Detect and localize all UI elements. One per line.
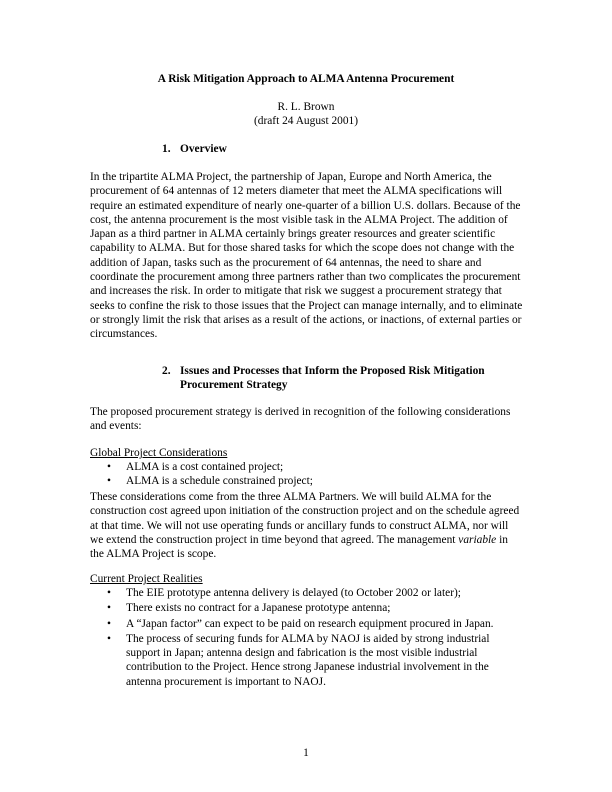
project-realities-list	[90, 586, 524, 689]
considerations-paragraph	[90, 490, 524, 561]
page-number: 1	[303, 747, 309, 759]
list-item-text: ALMA is a cost contained project;	[126, 461, 284, 473]
bullet-icon: •	[107, 461, 111, 473]
list-item-text: ALMA is a schedule constrained project;	[126, 475, 313, 488]
bullet-icon: •	[107, 587, 111, 599]
section-title-line-2: Procurement Strategy	[180, 379, 288, 392]
list-item-text: A “Japan factor” can expect to be paid on research equipment procured in Japan.	[126, 617, 494, 630]
section-title: Overview	[180, 143, 227, 155]
project-realities-heading: Current Project Realities	[90, 573, 203, 585]
list-item	[90, 632, 524, 689]
section-1-heading	[162, 142, 227, 156]
list-item	[90, 617, 524, 631]
section-number: 2.	[162, 365, 171, 377]
document-author: R. L. Brown	[277, 101, 335, 113]
list-item	[90, 586, 524, 600]
paragraph-text: These considerations come from the three ALMA Partners. We will build ALMA for the construction cost agreed upon initiation of the construction project and on the schedule agreed at that time. We will not use operating funds or ancillary funds to construct ALMA, nor will we extend the construction project in time beyond that agreed. The management	[90, 491, 520, 546]
list-item-text: The process of securing funds for ALMA by NAOJ is aided by strong industrial support in Japan; antenna design and fabrication is the most visible industrial contribution to the Project. Hence strong Japanese industrial involvement in the antenna procurement is important to NAOJ.	[126, 632, 490, 688]
bullet-icon: •	[107, 602, 111, 615]
list-item	[90, 460, 524, 474]
overview-paragraph: In the tripartite ALMA Project, the partnership of Japan, Europe and North America, the procurement of 64 antennas of 12 meters diameter that meet the ALMA specifications will require an estimated expenditure of nearly one-quarter of a billion U.S. dollars. Because of the cost, the antenna procurement is the most visible task in the ALMA Project. The addition of Japan as a third partner in ALMA certainly brings greater resources and greater scientific capability to ALMA. But for those shared tasks for which the scope does not change with the addition of Japan, tasks such as the procurement of 64 antennas, the need to share and coordinate the procurement among three partners rather than two complicates the procurement and increases the risk. In order to mitigate that risk we suggest a procurement strategy that seeks to confine the risk to those issues that the Project can manage internally, and to eliminate or strongly limit the risk that arises as a result of the actions, or inactions, of external parties or circumstances.	[90, 171, 523, 341]
global-considerations-list	[90, 460, 524, 489]
section-title-line-1: Issues and Processes that Inform the Proposed Risk Mitigation	[180, 365, 485, 377]
list-item-text: The EIE prototype antenna delivery is delayed (to October 2002 or later);	[126, 587, 461, 599]
emphasis-text: variable	[458, 533, 497, 546]
list-item	[90, 601, 524, 615]
section-2-heading	[162, 364, 522, 393]
list-item-text: There exists no contract for a Japanese prototype antenna;	[126, 602, 391, 615]
paragraph-text: in the ALMA Project is scope.	[90, 533, 508, 561]
section-number: 1.	[162, 143, 171, 155]
document-title: A Risk Mitigation Approach to ALMA Antenna Procurement	[157, 73, 455, 85]
bullet-icon: •	[107, 475, 111, 488]
list-item	[90, 474, 524, 488]
bullet-icon: •	[107, 632, 111, 645]
global-considerations-heading: Global Project Considerations	[90, 447, 228, 459]
document-date: (draft 24 August 2001)	[253, 115, 359, 127]
bullet-icon: •	[107, 617, 111, 630]
strategy-intro-paragraph: The proposed procurement strategy is derived in recognition of the following considerations and events:	[90, 406, 511, 433]
